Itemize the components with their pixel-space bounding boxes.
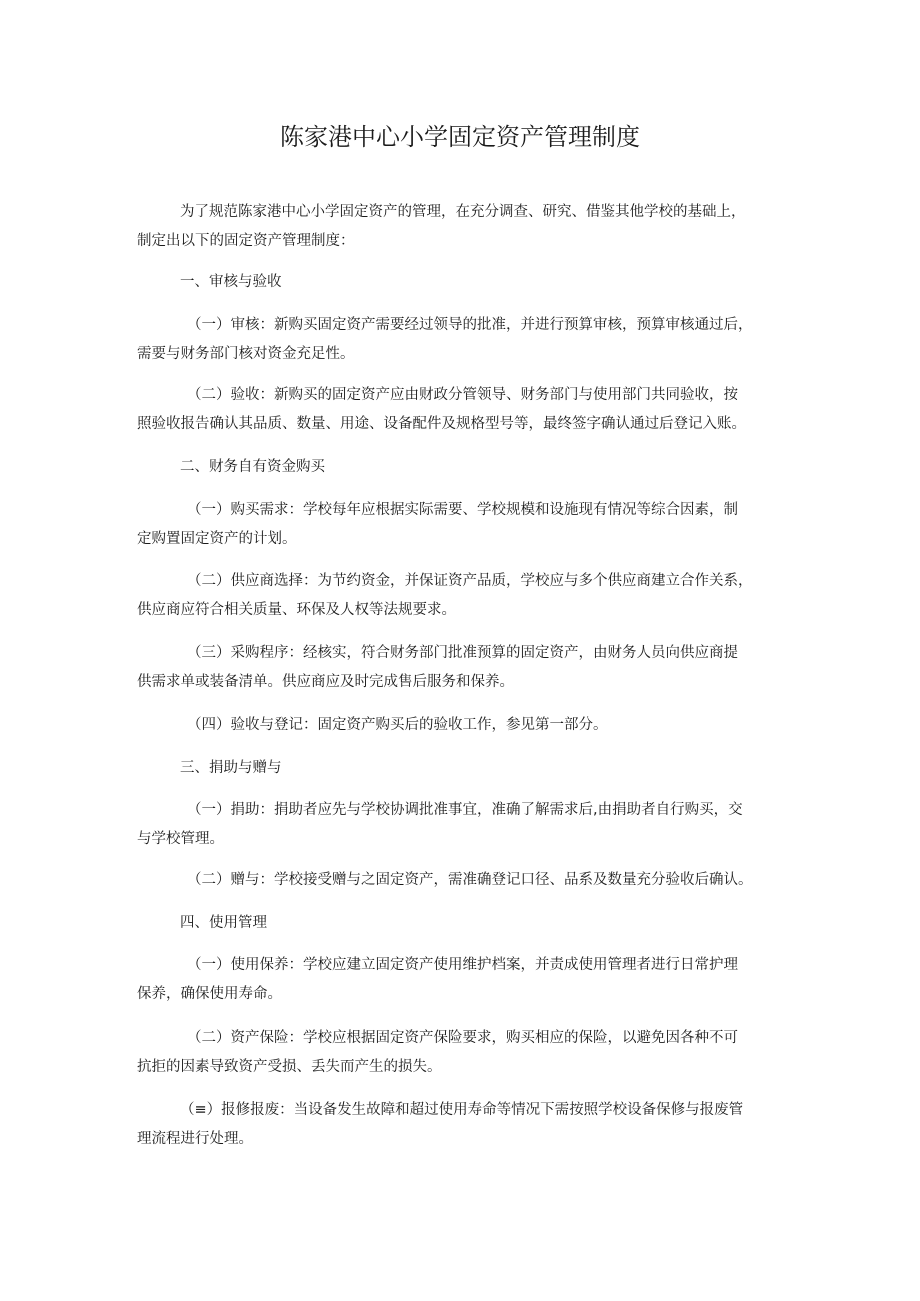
section-4-item-3-line-2: 理流程进行处理。 xyxy=(137,1131,253,1147)
section-2-item-2-line-2: 供应商应符合相关质量、环保及人权等法规要求。 xyxy=(137,602,456,618)
section-4-item-2-line-1: （二）资产保险：学校应根据固定资产保险要求，购买相应的保险，以避免因各种不可 xyxy=(187,1030,738,1046)
section-1-item-1-line-2: 需要与财务部门核对资金充足性。 xyxy=(137,346,355,362)
section-2-item-4 xyxy=(137,711,792,740)
section-4-item-2-line-2: 抗拒的因素导致资产受损、丢失而产生的损失。 xyxy=(137,1059,442,1075)
section-2-item-3 xyxy=(137,639,792,697)
section-1-item-1 xyxy=(137,311,792,369)
section-2-item-3-line-2: 供需求单或装备清单。供应商应及时完成售后服务和保养。 xyxy=(137,674,514,690)
section-heading-1: 一、审核与验收 xyxy=(180,274,282,290)
section-heading-3: 三、捐助与赠与 xyxy=(180,760,282,776)
section-4-item-1 xyxy=(137,951,792,1009)
section-3-item-1-line-2: 与学校管理。 xyxy=(137,831,224,847)
section-1-item-2-line-1: （二）验收：新购买的固定资产应由财政分管领导、财务部门与使用部门共同验收，按 xyxy=(187,387,738,403)
document-title: 陈家港中心小学固定资产管理制度 xyxy=(280,123,640,151)
section-1-item-2 xyxy=(137,381,792,439)
section-2-item-1 xyxy=(137,496,792,554)
section-4-item-1-line-2: 保养，确保使用寿命。 xyxy=(137,986,282,1002)
section-4-item-3 xyxy=(137,1096,792,1154)
section-3-item-1-line-1: （一）捐助：捐助者应先与学校协调批准事宜，准确了解需求后,由捐助者自行购买，交 xyxy=(187,802,743,818)
section-2-item-2-line-1: （二）供应商选择：为节约资金，并保证资产品质，学校应与多个供应商建立合作关系， xyxy=(187,573,753,589)
section-heading-4: 四、使用管理 xyxy=(180,915,267,931)
intro-line-1: 为了规范陈家港中心小学固定资产的管理，在充分调查、研究、借鉴其他学校的基础上， xyxy=(180,204,746,220)
section-3-item-2 xyxy=(137,866,792,895)
section-3-item-2-line-1: （二）赠与：学校接受赠与之固定资产，需准确登记口径、品系及数量充分验收后确认。 xyxy=(187,872,753,888)
section-2-item-4-line-1: （四）验收与登记：固定资产购买后的验收工作，参见第一部分。 xyxy=(187,717,608,733)
section-2-item-1-line-2: 定购置固定资产的计划。 xyxy=(137,531,297,547)
section-4-item-3-line-1: （≡）报修报废：当设备发生故障和超过使用寿命等情况下需按照学校设备保修与报废管 xyxy=(180,1102,744,1118)
section-4-item-2 xyxy=(137,1024,792,1082)
section-1-item-1-line-1: （一）审核：新购买固定资产需要经过领导的批准，并进行预算审核，预算审核通过后， xyxy=(187,317,753,333)
section-3-item-1 xyxy=(137,796,792,854)
section-heading-2: 二、财务自有资金购买 xyxy=(180,459,325,475)
section-2-item-2 xyxy=(137,567,792,625)
section-2-item-1-line-1: （一）购买需求：学校每年应根据实际需要、学校规模和设施现有情况等综合因素，制 xyxy=(187,502,738,518)
section-4-item-1-line-1: （一）使用保养：学校应建立固定资产使用维护档案，并责成使用管理者进行日常护理 xyxy=(187,957,738,973)
intro-line-2: 制定出以下的固定资产管理制度： xyxy=(137,233,355,249)
intro-paragraph xyxy=(137,198,792,256)
section-2-item-3-line-1: （三）采购程序：经核实，符合财务部门批准预算的固定资产，由财务人员向供应商提 xyxy=(187,645,738,661)
section-1-item-2-line-2: 照验收报告确认其品质、数量、用途、设备配件及规格型号等，最终签字确认通过后登记入账。 xyxy=(137,416,746,432)
